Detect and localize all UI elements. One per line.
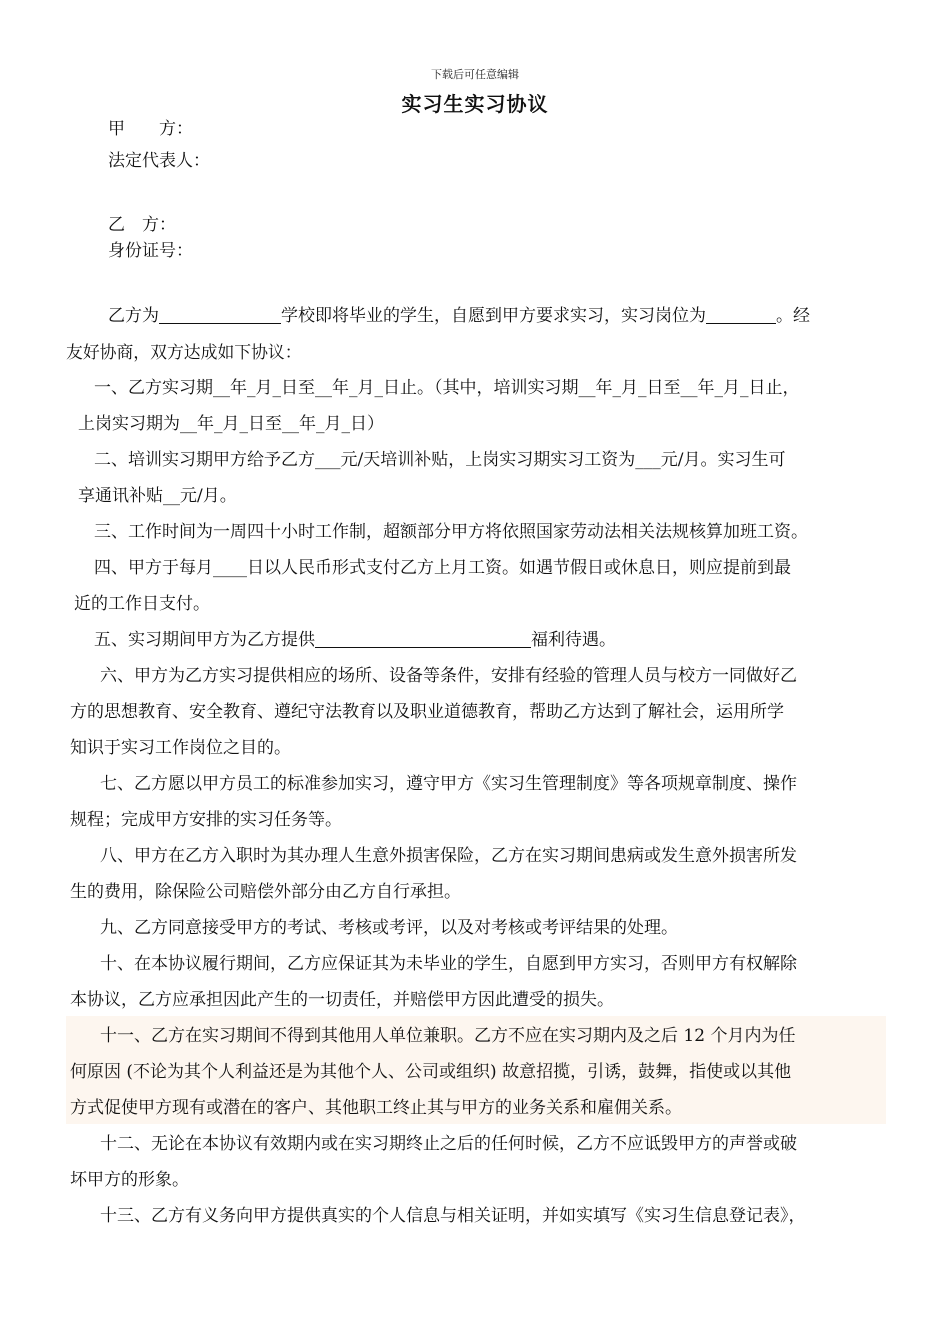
party-b-label: 乙 方： bbox=[108, 215, 176, 235]
clause-12-line-2: 坏甲方的形象。 bbox=[70, 1170, 189, 1190]
clause-1 bbox=[70, 370, 890, 442]
clause-4-line-2: 近的工作日支付。 bbox=[74, 594, 210, 614]
clause-11 bbox=[70, 1018, 890, 1126]
clause-12-line-1: 十二、无论在本协议有效期内或在实习期终止之后的任何时候，乙方不应诋毁甲方的声誉或破 bbox=[100, 1134, 797, 1154]
party-a-label: 甲 方： bbox=[108, 119, 193, 139]
clause-7 bbox=[70, 766, 890, 838]
intro-paragraph bbox=[66, 298, 890, 370]
clause-2-line-1: 二、培训实习期甲方给予乙方___元/天培训补贴，上岗实习期实习工资为___元/月。实习生可 bbox=[94, 450, 786, 470]
clause-6-line-2: 方的思想教育、安全教育、遵纪守法教育以及职业道德教育，帮助乙方达到了解社会，运用所学 bbox=[70, 702, 784, 722]
document-title: 实习生实习协议 bbox=[401, 92, 549, 116]
clause-7-line-2: 规程；完成甲方安排的实习任务等。 bbox=[70, 810, 342, 830]
clause-2-line-2: 享通讯补贴__元/月。 bbox=[78, 486, 237, 506]
clause-1-line-2: 上岗实习期为__年_月_日至__年_月_日） bbox=[78, 414, 384, 434]
clause-10-line-2: 本协议，乙方应承担因此产生的一切责任，并赔偿甲方因此遭受的损失。 bbox=[70, 990, 614, 1010]
school-blank bbox=[159, 305, 281, 324]
clause-12 bbox=[70, 1126, 890, 1198]
id-number-label: 身份证号： bbox=[108, 241, 193, 261]
clause-4-line-1: 四、甲方于每月____日以人民币形式支付乙方上月工资。如遇节假日或休息日，则应提前到最 bbox=[94, 558, 791, 578]
clause-9-line-1: 九、乙方同意接受甲方的考试、考核或考评，以及对考核或考评结果的处理。 bbox=[100, 918, 678, 938]
clause-7-line-1: 七、乙方愿以甲方员工的标准参加实习，遵守甲方《实习生管理制度》等各项规章制度、操作 bbox=[100, 774, 797, 794]
clause-11-line-2: 何原因 (不论为其个人利益还是为其他个人、公司或组织) 故意招揽，引诱，鼓舞，指使或以其他 bbox=[70, 1062, 792, 1082]
clause-3 bbox=[70, 514, 890, 550]
intro-text-2: 学校即将毕业的学生，自愿到甲方要求实习，实习岗位为 bbox=[281, 306, 706, 326]
clause-8-line-1: 八、甲方在乙方入职时为其办理人生意外损害保险，乙方在实习期间患病或发生意外损害所发 bbox=[100, 846, 797, 866]
position-blank bbox=[706, 305, 776, 324]
clause-6-line-1: 六、甲方为乙方实习提供相应的场所、设备等条件，安排有经验的管理人员与校方一同做好乙 bbox=[100, 666, 797, 686]
clause-5-text-2: 福利待遇。 bbox=[531, 630, 616, 650]
clause-11-line-1: 十一、乙方在实习期间不得到其他用人单位兼职。乙方不应在实习期内及之后 12 个月内为任 bbox=[100, 1026, 796, 1046]
welfare-blank bbox=[315, 629, 531, 648]
clause-2 bbox=[70, 442, 890, 514]
clause-10-line-1: 十、在本协议履行期间，乙方应保证其为未毕业的学生，自愿到甲方实习，否则甲方有权解除 bbox=[100, 954, 797, 974]
clause-10 bbox=[70, 946, 890, 1018]
clause-8 bbox=[70, 838, 890, 910]
clause-11-line-3: 方式促使甲方现有或潜在的客户、其他职工终止其与甲方的业务关系和雇佣关系。 bbox=[70, 1098, 682, 1118]
intro-text-3: 。经 bbox=[776, 306, 810, 326]
intro-line-2: 友好协商，双方达成如下协议： bbox=[66, 342, 302, 362]
clause-5 bbox=[70, 622, 890, 658]
clause-9 bbox=[70, 910, 890, 946]
clause-6-line-3: 知识于实习工作岗位之目的。 bbox=[70, 738, 291, 758]
clause-3-line-1: 三、工作时间为一周四十小时工作制，超额部分甲方将依照国家劳动法相关法规核算加班工资。 bbox=[94, 522, 808, 542]
clause-6 bbox=[70, 658, 890, 766]
clause-8-line-2: 生的费用，除保险公司赔偿外部分由乙方自行承担。 bbox=[70, 882, 461, 902]
intro-text-1: 乙方为 bbox=[108, 306, 159, 326]
clause-1-line-1: 一、乙方实习期__年_月_日至__年_月_日止。（其中，培训实习期__年_月_日至__年_月_日止， bbox=[94, 378, 800, 398]
clause-4 bbox=[70, 550, 890, 622]
header-note: 下载后可任意编辑 bbox=[431, 68, 519, 81]
clause-13 bbox=[70, 1198, 890, 1234]
legal-representative-label: 法定代表人： bbox=[108, 151, 210, 171]
clause-5-text-1: 五、实习期间甲方为乙方提供 bbox=[94, 630, 315, 650]
clause-13-line-1: 十三、乙方有义务向甲方提供真实的个人信息与相关证明，并如实填写《实习生信息登记表》， bbox=[100, 1206, 806, 1226]
